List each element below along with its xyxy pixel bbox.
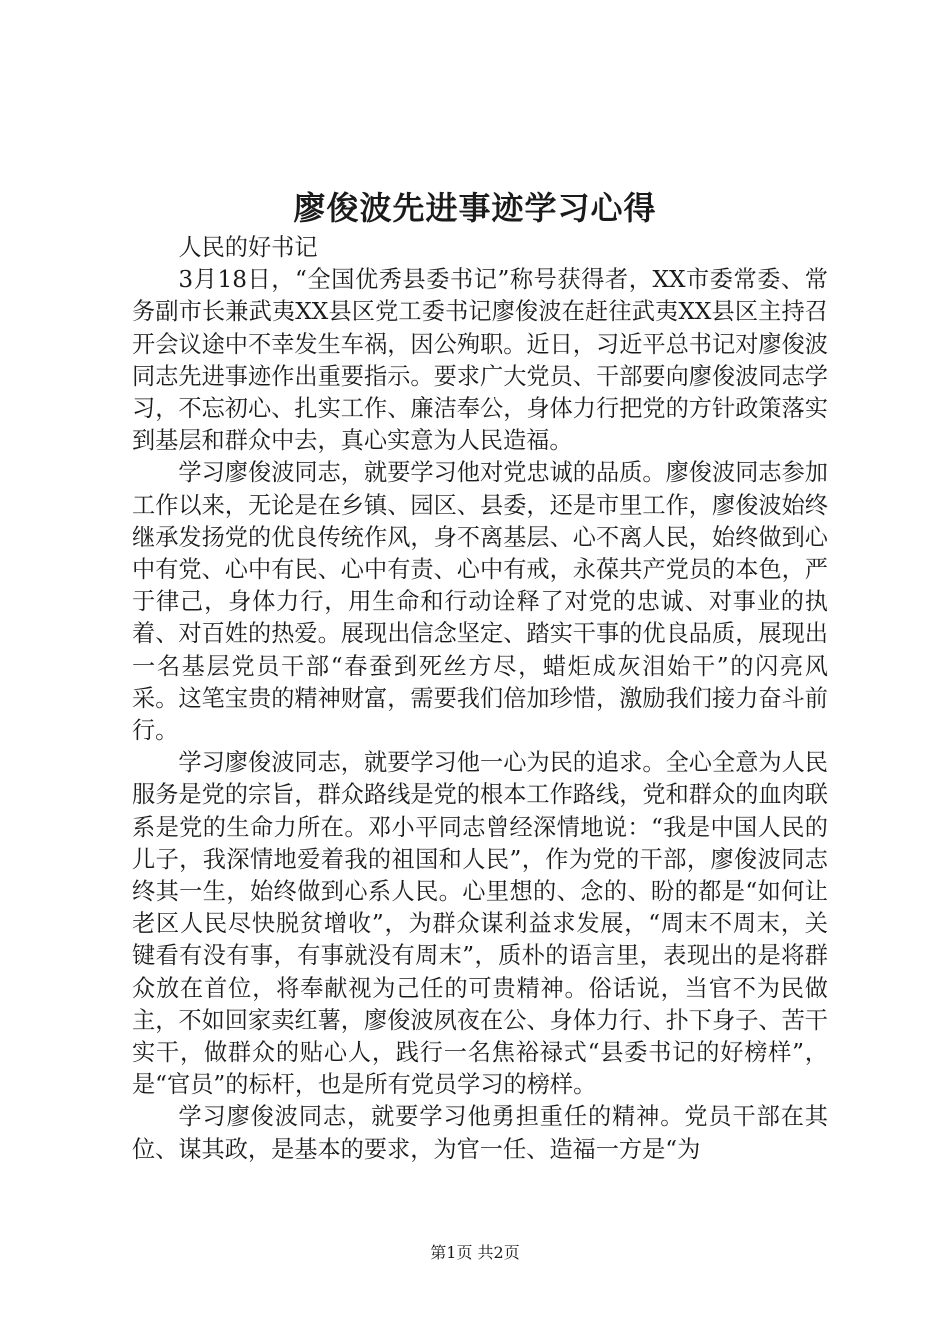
- body-paragraph: 学习廖俊波同志，就要学习他对党忠诚的品质。廖俊波同志参加工作以来，无论是在乡镇、园区、县委，还是市里工作，廖俊波始终继承发扬党的优良传统作风，身不离基层、心不离人民，始终做到心中有党、心中有民、心中有责、心中有戒，永葆共产党员的本色，严于律己，身体力行，用生命和行动诠释了对党的忠诚、对事业的执着、对百姓的热爱。展现出信念坚定、踏实干事的优良品质，展现出一名基层党员干部“春蚕到死丝方尽，蜡炬成灰泪始干”的闪亮风采。这笔宝贵的精神财富，需要我们倍加珍惜，激励我们接力奋斗前行。: [132, 459, 828, 745]
- document-body: [132, 232, 828, 1166]
- subtitle-paragraph: 人民的好书记: [178, 234, 318, 261]
- body-paragraph: 学习廖俊波同志，就要学习他一心为民的追求。全心全意为人民服务是党的宗旨，群众路线是党的根本工作路线，党和群众的血肉联系是党的生命力所在。邓小平同志曾经深情地说：“我是中国人民的儿子，我深情地爱着我的祖国和人民”，作为党的干部，廖俊波同志终其一生，始终做到心系人民。心里想的、念的、盼的都是“如何让老区人民尽快脱贫增收”，为群众谋利益求发展，“周末不周末，关键看有没有事，有事就没有周末”，质朴的语言里，表现出的是将群众放在首位，将奉献视为己任的可贵精神。俗话说，当官不为民做主，不如回家卖红薯，廖俊波夙夜在公、身体力行、扑下身子、苦干实干，做群众的贴心人，践行一名焦裕禄式“县委书记的好榜样”，是“官员”的标杆，也是所有党员学习的榜样。: [132, 749, 828, 1099]
- body-paragraph: 学习廖俊波同志，就要学习他勇担重任的精神。党员干部在其位、谋其政，是基本的要求，为官一任、造福一方是“为: [132, 1103, 828, 1163]
- document-title: 廖俊波先进事迹学习心得: [293, 189, 657, 227]
- body-paragraph: 3月18日，“全国优秀县委书记”称号获得者，XX市委常委、常务副市长兼武夷XX县区党工委书记廖俊波在赶往武夷XX县区主持召开会议途中不幸发生车祸，因公殉职。近日，习近平总书记对廖俊波同志先进事迹作出重要指示。要求广大党员、干部要向廖俊波同志学习，不忘初心、扎实工作、廉洁奉公，身体力行把党的方针政策落实到基层和群众中去，真心实意为人民造福。: [132, 266, 828, 455]
- page-footer: 第1页 共2页: [430, 1243, 520, 1262]
